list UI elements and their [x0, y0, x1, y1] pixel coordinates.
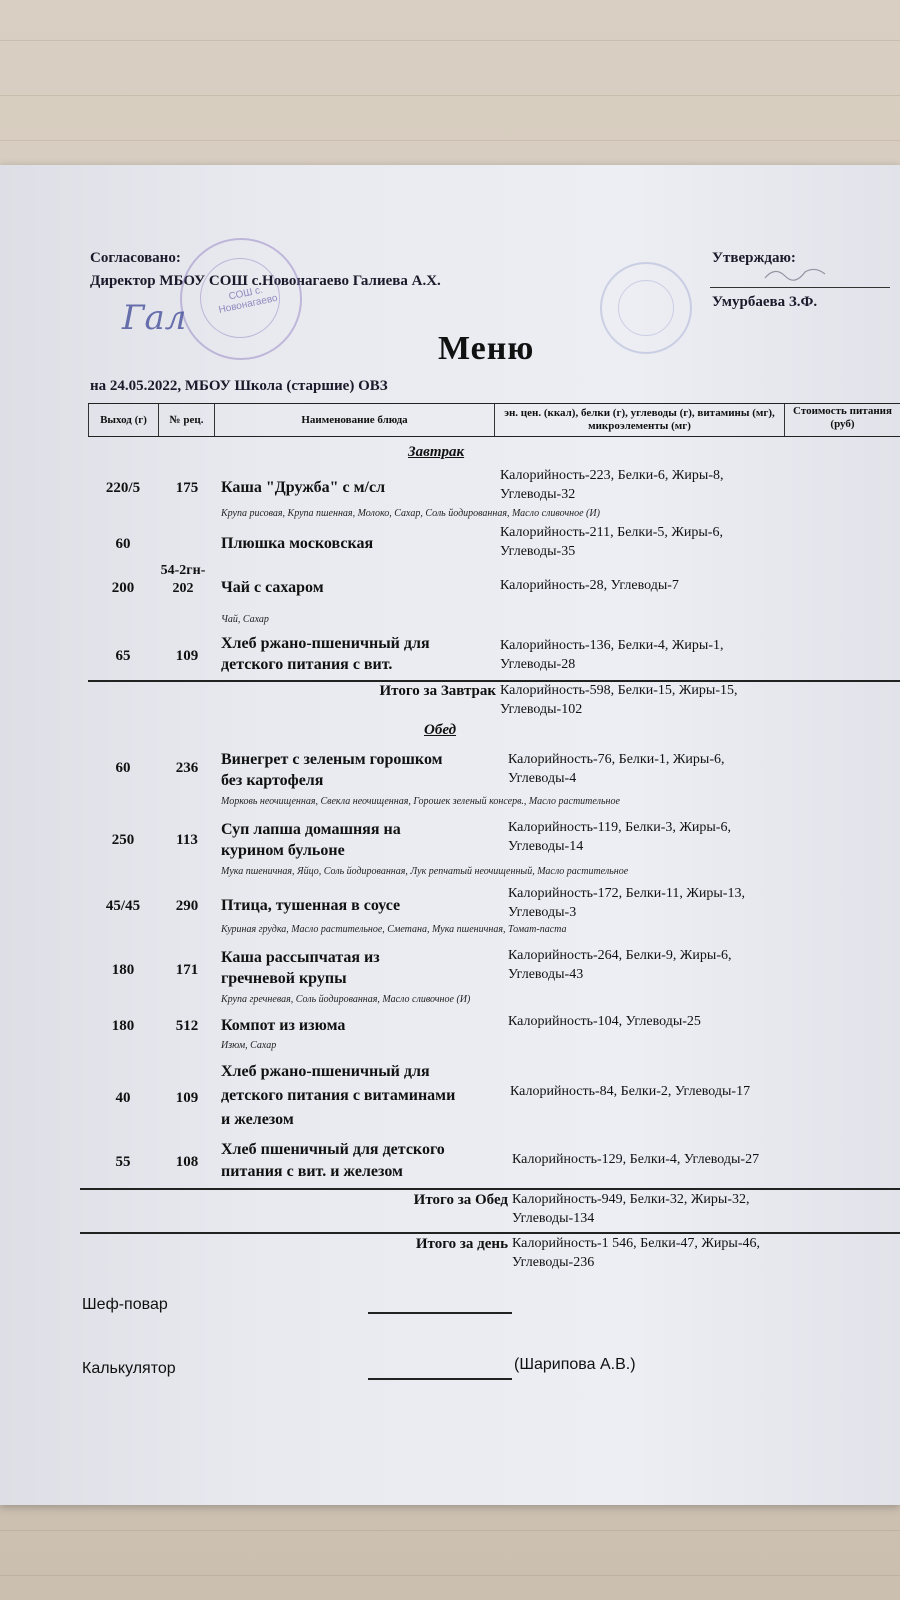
calc-name: (Шарипова А.В.)	[514, 1356, 636, 1373]
approve-line	[710, 287, 890, 288]
stamp-text: СОШ с. Новонагаево	[217, 284, 279, 316]
calc-label: Калькулятор	[82, 1360, 176, 1377]
table-header	[88, 403, 900, 437]
section-breakfast: Завтрак	[408, 444, 465, 460]
lunch-total-1: Калорийность-949, Белки-32, Жиры-32,	[512, 1192, 750, 1207]
lunch-total-2: Углеводы-134	[512, 1211, 595, 1226]
lunch-total-rule	[80, 1188, 900, 1190]
chef-signature-line	[368, 1312, 512, 1314]
director-signature: Гал	[122, 298, 187, 338]
calc-signature-line	[368, 1378, 512, 1380]
breakfast-total-2: Углеводы-102	[500, 702, 583, 717]
lunch-total-label: Итого за Обед	[413, 1192, 508, 1208]
col-name: Наименование блюда	[214, 404, 494, 436]
breakfast-total-label: Итого за Завтрак	[379, 683, 496, 699]
day-total-label: Итого за день	[415, 1236, 508, 1252]
breakfast-total-1: Калорийность-598, Белки-15, Жиры-15,	[500, 683, 738, 698]
col-cost: Стоимость питания (руб)	[784, 404, 900, 436]
day-total-1: Калорийность-1 546, Белки-47, Жиры-46,	[512, 1236, 760, 1251]
day-total-rule	[80, 1232, 900, 1234]
col-recipe: № рец.	[158, 404, 214, 436]
page-title: Меню	[438, 330, 535, 367]
approve-label: Утверждаю:	[712, 250, 796, 266]
col-output: Выход (г)	[88, 404, 158, 436]
day-total-2: Углеводы-236	[512, 1255, 595, 1270]
menu-subtitle: на 24.05.2022, МБОУ Школа (старшие) ОВЗ	[90, 378, 388, 394]
approver-signature	[760, 262, 830, 284]
section-lunch: Обед	[424, 722, 457, 738]
approve-by: Умурбаева З.Ф.	[712, 294, 818, 310]
approval-stamp	[600, 262, 692, 354]
agreed-label: Согласовано:	[90, 250, 181, 266]
breakfast-total-rule	[88, 680, 900, 682]
school-stamp	[180, 238, 302, 360]
agreed-by: Директор МБОУ СОШ с.Новонагаево Галиева А.Х.	[90, 273, 441, 289]
chef-label: Шеф-повар	[82, 1296, 168, 1313]
col-nutrition: эн. цен. (ккал), белки (г), углеводы (г), витамины (мг), микроэлементы (мг)	[494, 404, 784, 436]
